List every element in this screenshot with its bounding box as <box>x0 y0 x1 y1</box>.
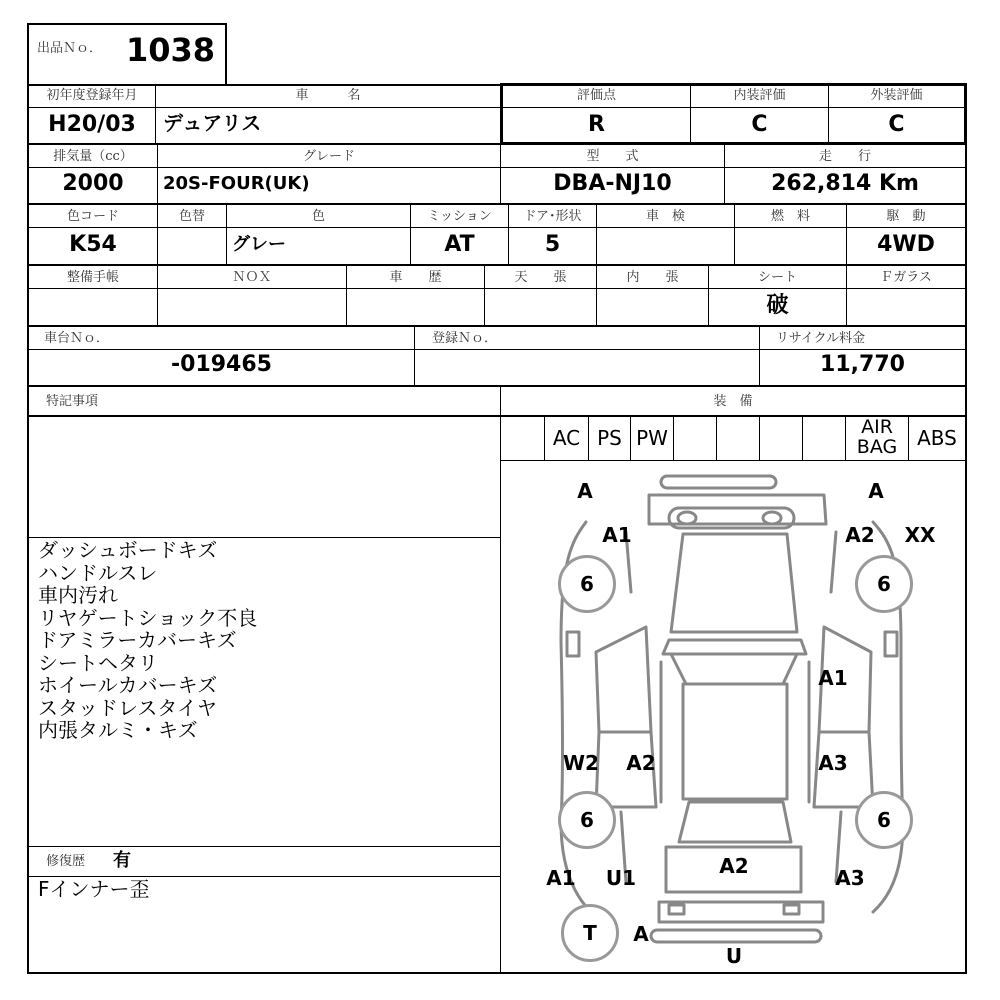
seat-label: シート <box>757 270 797 285</box>
score-value: R <box>588 112 605 137</box>
damage-mark-front-right: A <box>868 479 884 503</box>
car-name-label: 車 名 <box>295 88 361 103</box>
door-shape-label: ドア･形状 <box>523 209 582 224</box>
inspection-label: 車 検 <box>645 209 685 224</box>
nox-label: ＮＯＸ <box>232 270 272 285</box>
recycle-fee-label: リサイクル料金 <box>776 331 866 346</box>
exterior-grade-value: C <box>888 112 905 137</box>
chassis-no-label: 車台Ｎｏ． <box>44 331 110 346</box>
equipment-label: 装 備 <box>713 394 753 409</box>
ceiling-label: 天 張 <box>514 270 567 285</box>
transmission-label: ミッション <box>427 209 492 224</box>
doors-value: 5 <box>544 232 561 257</box>
equipment-cell-ac: AC <box>552 426 581 450</box>
grade-value: 20S-FOUR(UK) <box>163 173 310 194</box>
damage-mark-extra-right: XX <box>904 523 936 547</box>
damage-mark-right-front-door: A1 <box>818 666 848 690</box>
damage-mark-tailgate: A2 <box>719 854 749 878</box>
drive-value: 4WD <box>877 232 935 257</box>
equipment-cell-abs: ABS <box>917 426 957 450</box>
special-notes-label: 特記事項 <box>46 394 99 409</box>
tire-front-left: 6 <box>558 555 616 613</box>
first-reg-value: H20/03 <box>48 112 136 137</box>
car-name-value: デュアリス <box>163 111 262 135</box>
displacement-value: 2000 <box>62 171 124 196</box>
damage-mark-rl-quarter: A1 <box>546 866 576 890</box>
damage-mark-front-left: A <box>577 479 593 503</box>
tire-rear-right: 6 <box>855 791 913 849</box>
damage-mark-left-rear-door-a: A2 <box>626 751 656 775</box>
damage-mark-rl-lower: U1 <box>605 866 637 890</box>
damage-mark-fl-fender: A1 <box>602 523 632 547</box>
displacement-label: 排気量（cc） <box>53 149 133 164</box>
damage-mark-rr-quarter: A3 <box>835 866 865 890</box>
repair-history-value: 有 <box>113 850 131 871</box>
color-code-value: K54 <box>69 232 117 257</box>
fuel-label: 燃 料 <box>770 209 810 224</box>
equipment-cell-pw: PW <box>636 426 668 450</box>
lot-number: 1038 <box>126 31 216 69</box>
color-code-label: 色コード <box>66 209 119 224</box>
maintenance-book-label: 整備手帳 <box>66 270 119 285</box>
tire-spare: T <box>561 904 619 962</box>
interior-grade-value: C <box>751 112 768 137</box>
repair-notes-text: Fインナー歪 <box>38 877 150 901</box>
model-label: 型 式 <box>586 149 639 164</box>
damage-mark-hood-right: A2 <box>845 523 875 547</box>
repaint-label: 色替 <box>178 209 205 224</box>
interior-trim-label: 内 張 <box>626 270 679 285</box>
equipment-cell-airbag: AIR BAG <box>856 416 898 458</box>
mileage-label: 走 行 <box>818 149 871 164</box>
model-value: DBA-NJ10 <box>553 171 672 196</box>
transmission-value: AT <box>444 232 475 257</box>
interior-grade-label: 内装評価 <box>733 88 786 103</box>
first-reg-label: 初年度登録年月 <box>46 88 138 103</box>
exterior-grade-label: 外装評価 <box>870 88 923 103</box>
damage-mark-rear-bumper-lower: U <box>725 944 743 968</box>
reg-no-label: 登録Ｎｏ． <box>432 331 498 346</box>
f-glass-label: Ｆガラス <box>880 270 932 285</box>
damage-mark-right-rear-door: A3 <box>818 751 848 775</box>
color-label: 色 <box>311 209 325 224</box>
damage-mark-left-rear-door-w: W2 <box>563 751 599 775</box>
repair-history-label: 修復歴 <box>46 854 86 869</box>
drive-label: 駆 動 <box>886 209 926 224</box>
color-value: グレー <box>232 234 286 255</box>
grade-label: グレード <box>302 149 355 164</box>
lot-number-label: 出品Ｎｏ． <box>37 41 103 56</box>
tire-front-right: 6 <box>855 555 913 613</box>
tire-rear-left: 6 <box>558 791 616 849</box>
special-notes-text: ダッシュボードキズ ハンドルスレ 車内汚れ リヤゲートショック不良 ドアミラーカバーキズ シートヘタリ ホイールカバーキズ スタッドレスタイヤ 内張タルミ・キズ <box>38 538 258 742</box>
mileage-value: 262,814 Km <box>771 171 919 196</box>
recycle-fee-value: 11,770 <box>820 352 905 377</box>
damage-mark-rear-bumper: A <box>633 922 649 946</box>
chassis-no-value: -019465 <box>171 352 272 377</box>
seat-value: 破 <box>766 293 789 318</box>
equipment-cell-ps: PS <box>597 426 622 450</box>
history-label: 車 歴 <box>389 270 442 285</box>
score-label: 評価点 <box>576 88 616 103</box>
